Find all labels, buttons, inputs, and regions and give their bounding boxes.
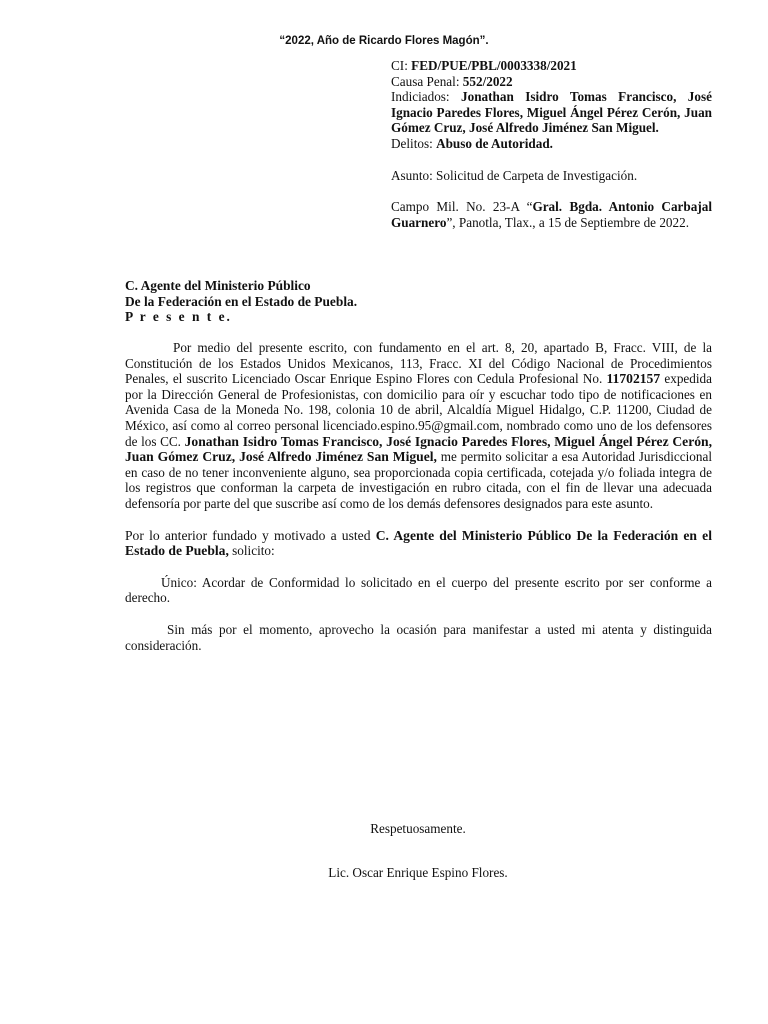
causa-line <box>391 74 712 90</box>
paragraph-main <box>125 340 712 512</box>
closing-respect: Respetuosamente. <box>370 821 466 836</box>
delitos-line <box>391 136 712 152</box>
causa-value: 552/2022 <box>462 73 513 89</box>
delitos-label: Delitos: <box>391 135 437 151</box>
indiciados-value: Jonathan Isidro Tomas Francisco, José Ignacio Paredes Flores, Miguel Ángel Pérez Cerón, Juan Gómez Cruz, José Alfredo Jiménez San Miguel. <box>391 89 712 136</box>
document-motto: “2022, Año de Ricardo Flores Magón”. <box>279 35 489 47</box>
case-header <box>391 58 712 230</box>
letter-body <box>125 340 712 653</box>
place-bold: Gral. Bgda. Antonio Carbajal Guarnero <box>391 199 712 230</box>
paragraph-unico: Único: Acordar de Conformidad lo solicitado en el cuerpo del presente escrito por ser conforme a derecho. <box>125 574 712 606</box>
causa-label: Causa Penal: <box>391 73 463 89</box>
asunto-line: Asunto: Solicitud de Carpeta de Investigación. <box>391 167 638 183</box>
addressee-line-1: C. Agente del Ministerio Público <box>125 278 311 293</box>
p1-text-b: expedida por la Dirección General de Profesionistas, con domicilio para oír y escuchar todo tipo de notificaciones en Avenida Casa de la Moneda No. 198, colonia 10 de abril, Alcaldía Miguel Hidalgo, C.P. 11200, Ciudad de México, así como al correo personal licenciado.espino.95@gmail.com, nombrado como uno de los defensores de los CC. <box>125 371 712 449</box>
place-date-line <box>391 199 712 230</box>
p2-text-a: Por lo anterior fundado y motivado a usted <box>125 527 376 543</box>
ci-label: CI: <box>391 58 412 73</box>
ci-line <box>391 58 712 74</box>
p2-bold: C. Agente del Ministerio Público De la Federación en el Estado de Puebla, <box>125 527 712 559</box>
paragraph-request <box>125 528 712 559</box>
p1-text-a: Por medio del presente escrito, con fundamento en el art. 8, 20, apartado B, Fracc. VIII, de la Constitución de los Estados Unidos Mexicanos, 113, Fracc. XI del Código Nacional de Procedimientos Penales, el suscrito Licenciado Oscar Enrique Espino Flores con Cedula Profesional No. <box>125 340 712 387</box>
addressee-block <box>125 278 545 325</box>
ci-value: FED/PUE/PBL/0003338/2021 <box>411 58 577 73</box>
signer-name: Lic. Oscar Enrique Espino Flores. <box>328 865 508 880</box>
indiciados-line <box>391 89 712 136</box>
paragraph-farewell: Sin más por el momento, aprovecho la ocasión para manifestar a usted mi atenta y distinguida consideración. <box>125 621 712 653</box>
addressee-line-2: De la Federación en el Estado de Puebla. <box>125 293 358 309</box>
p2-text-b: solicito: <box>228 543 275 559</box>
addressee-line-3: P r e s e n t e. <box>125 309 232 325</box>
place-pre: Campo Mil. No. 23-A “ <box>391 199 533 215</box>
indiciados-label: Indiciados: <box>391 89 462 105</box>
delitos-value: Abuso de Autoridad. <box>436 135 553 151</box>
cedula-number: 11702157 <box>606 371 661 387</box>
p1-text-c: me permito solicitar a esa Autoridad Jurisdiccional en caso de no tener inconveniente alguno, sea proporcionada copia certificada, cotejada y/o foliada integra de los registros que conforman la carpeta de investigación en rubro citada, con el fin de llevar una adecuada defensoría por parte del que suscribe así como de los demás defensores designados para este asunto. <box>125 449 712 511</box>
p1-names: Jonathan Isidro Tomas Francisco, José Ignacio Paredes Flores, Miguel Ángel Pérez Cerón, Juan Gómez Cruz, José Alfredo Jiménez San Miguel, <box>125 433 712 465</box>
place-post: ”, Panotla, Tlax., a 15 de Septiembre de 2022. <box>446 214 690 230</box>
